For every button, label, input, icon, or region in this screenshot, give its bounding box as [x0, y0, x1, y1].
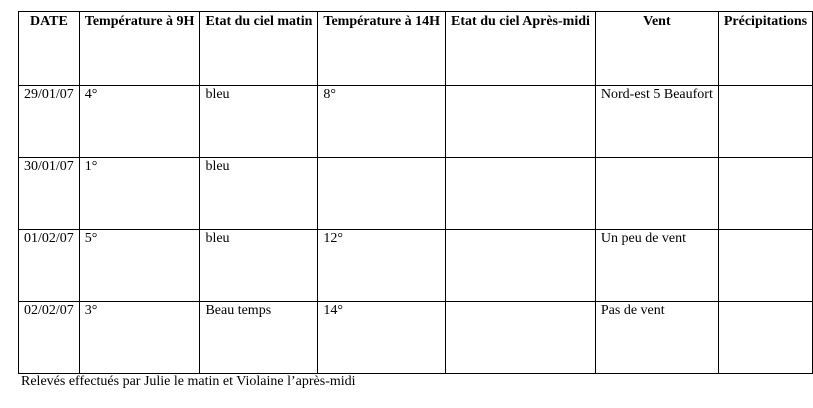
cell-sky-morning: bleu [200, 86, 318, 158]
cell-wind: Nord-est 5 Beaufort [595, 86, 718, 158]
cell-sky-morning: bleu [200, 230, 318, 302]
cell-date: 01/02/07 [19, 230, 80, 302]
cell-sky-afternoon [446, 158, 596, 230]
cell-temp-14h: 12° [318, 230, 446, 302]
footnote: Relevés effectués par Julie le matin et Violaine l’après-midi [21, 374, 356, 389]
cell-date: 02/02/07 [19, 302, 80, 374]
cell-sky-afternoon [446, 302, 596, 374]
cell-wind [595, 158, 718, 230]
cell-precipitation [718, 302, 812, 374]
cell-date: 29/01/07 [19, 86, 80, 158]
cell-sky-morning: Beau temps [200, 302, 318, 374]
cell-precipitation [718, 230, 812, 302]
header-wind: Vent [595, 12, 718, 86]
cell-temp-14h: 8° [318, 86, 446, 158]
header-date: DATE [19, 12, 80, 86]
header-temp-14h: Température à 14H [318, 12, 446, 86]
table-row [19, 158, 813, 230]
header-row [19, 12, 813, 86]
cell-wind: Un peu de vent [595, 230, 718, 302]
header-sky-afternoon: Etat du ciel Après-midi [446, 12, 596, 86]
cell-precipitation [718, 86, 812, 158]
table-row [19, 302, 813, 374]
table-row [19, 230, 813, 302]
cell-sky-afternoon [446, 230, 596, 302]
cell-wind: Pas de vent [595, 302, 718, 374]
weather-table [18, 11, 813, 374]
cell-precipitation [718, 158, 812, 230]
header-sky-morning: Etat du ciel matin [200, 12, 318, 86]
cell-temp-9h: 3° [79, 302, 200, 374]
cell-temp-14h: 14° [318, 302, 446, 374]
cell-temp-14h [318, 158, 446, 230]
header-temp-9h: Température à 9H [79, 12, 200, 86]
cell-sky-morning: bleu [200, 158, 318, 230]
cell-date: 30/01/07 [19, 158, 80, 230]
table-row [19, 86, 813, 158]
cell-sky-afternoon [446, 86, 596, 158]
cell-temp-9h: 4° [79, 86, 200, 158]
cell-temp-9h: 1° [79, 158, 200, 230]
header-precipitation: Précipitations [718, 12, 812, 86]
cell-temp-9h: 5° [79, 230, 200, 302]
